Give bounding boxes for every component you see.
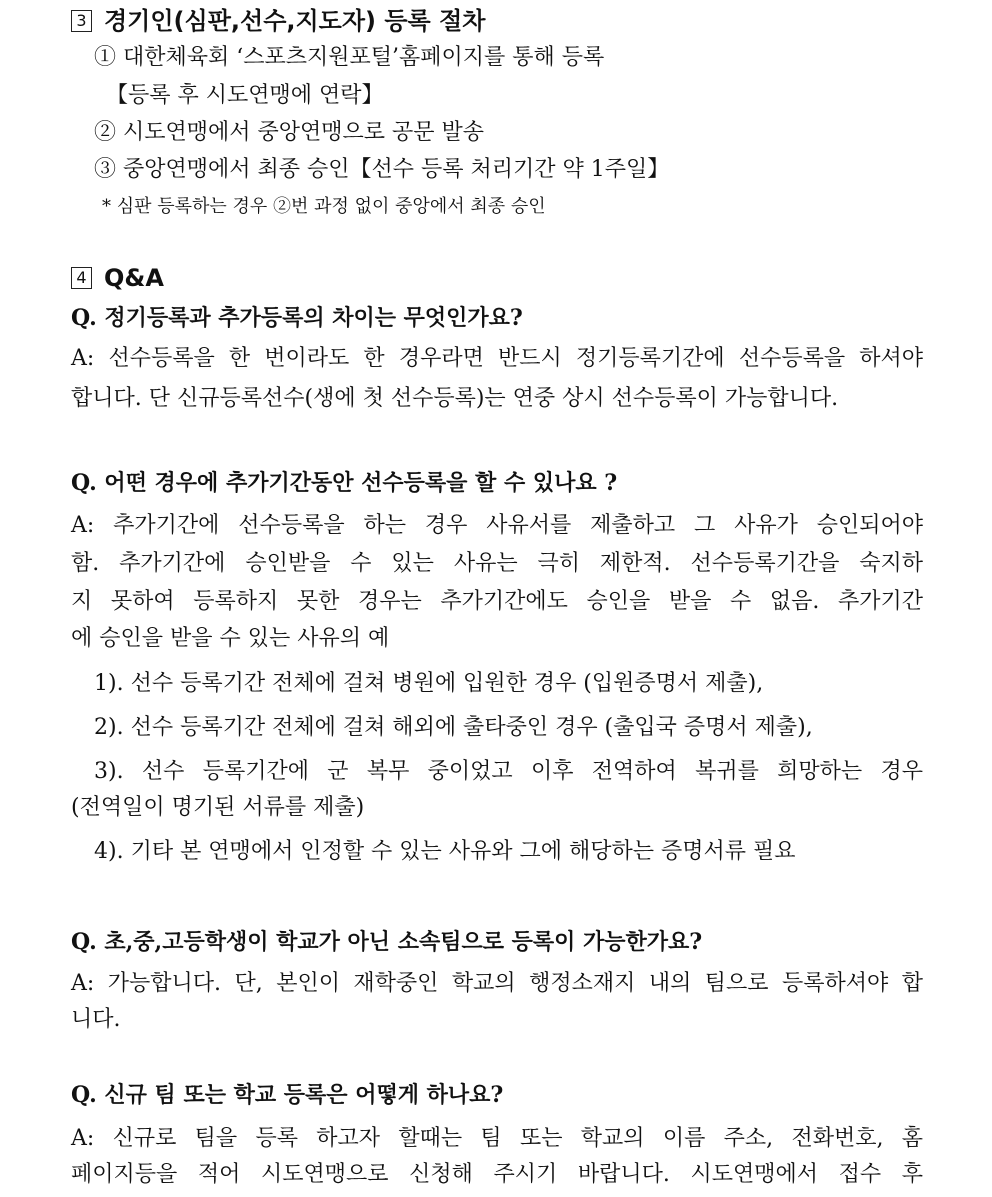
reason-item-1: 1). 선수 등록기간 전체에 걸쳐 병원에 입원한 경우 (입원증명서 제출), (94, 671, 764, 696)
procedure-step-3: ③ 중앙연맹에서 최종 승인【선수 등록 처리기간 약 1주일】 (94, 157, 670, 182)
section-3-title: 경기인(심판,선수,지도자) 등록 절차 (104, 7, 486, 35)
section-number-box: 3 (71, 10, 92, 32)
answer-2-line-1: A: 추가기간에 선수등록을 하는 경우 사유서를 제출하고 그 사유가 승인되어야 (71, 513, 923, 538)
answer-2-line-2: 함. 추가기간에 승인받을 수 있는 사유는 극히 제한적. 선수등록기간을 숙지하 (71, 551, 923, 576)
section-number-box: 4 (71, 267, 92, 289)
question-1: Q. 정기등록과 추가등록의 차이는 무엇인가요? (71, 305, 523, 331)
question-3: Q. 초,중,고등학생이 학교가 아닌 소속팀으로 등록이 가능한가요? (71, 929, 703, 955)
section-3-heading (71, 5, 485, 37)
answer-2-line-3: 지 못하여 등록하지 못한 경우는 추가기간에도 승인을 받을 수 없음. 추가기간 (71, 589, 923, 614)
question-2: Q. 어떤 경우에 추가기간동안 선수등록을 할 수 있나요 ? (71, 470, 618, 496)
reason-item-3: 3). 선수 등록기간에 군 복무 중이었고 이후 전역하여 복귀를 희망하는 경우 (94, 759, 923, 784)
section-4-title: Q&A (104, 264, 164, 292)
reason-item-3-continued: (전역일이 명기된 서류를 제출) (71, 795, 365, 820)
answer-1-line-1: A: 선수등록을 한 번이라도 한 경우라면 반드시 정기등록기간에 선수등록을 하셔야 (71, 346, 923, 371)
procedure-step-1-note: 【등록 후 시도연맹에 연락】 (106, 83, 384, 108)
answer-1-line-2: 합니다. 단 신규등록선수(생에 첫 선수등록)는 연중 상시 선수등록이 가능합니다. (71, 386, 839, 411)
referee-note: * 심판 등록하는 경우 ②번 과정 없이 중앙에서 최종 승인 (102, 196, 546, 217)
answer-3-line-2: 니다. (71, 1007, 121, 1032)
reason-item-4: 4). 기타 본 연맹에서 인정할 수 있는 사유와 그에 해당하는 증명서류 필요 (94, 839, 796, 864)
answer-4-line-1: A: 신규로 팀을 등록 하고자 할때는 팀 또는 학교의 이름 주소, 전화번호, 홈 (71, 1126, 923, 1151)
reason-item-2: 2). 선수 등록기간 전체에 걸쳐 해외에 출타중인 경우 (출입국 증명서 제출), (94, 715, 813, 740)
procedure-step-2: ② 시도연맹에서 중앙연맹으로 공문 발송 (94, 120, 485, 145)
question-4: Q. 신규 팀 또는 학교 등록은 어떻게 하나요? (71, 1082, 504, 1108)
answer-3-line-1: A: 가능합니다. 단, 본인이 재학중인 학교의 행정소재지 내의 팀으로 등록하셔야 합 (71, 971, 923, 996)
answer-4-line-2: 페이지등을 적어 시도연맹으로 신청해 주시기 바랍니다. 시도연맹에서 접수 후 (71, 1162, 923, 1187)
section-4-heading (71, 262, 164, 294)
procedure-step-1: ① 대한체육회 ‘스포츠지원포털’홈페이지를 통해 등록 (94, 45, 605, 70)
answer-2-line-4: 에 승인을 받을 수 있는 사유의 예 (71, 626, 390, 651)
